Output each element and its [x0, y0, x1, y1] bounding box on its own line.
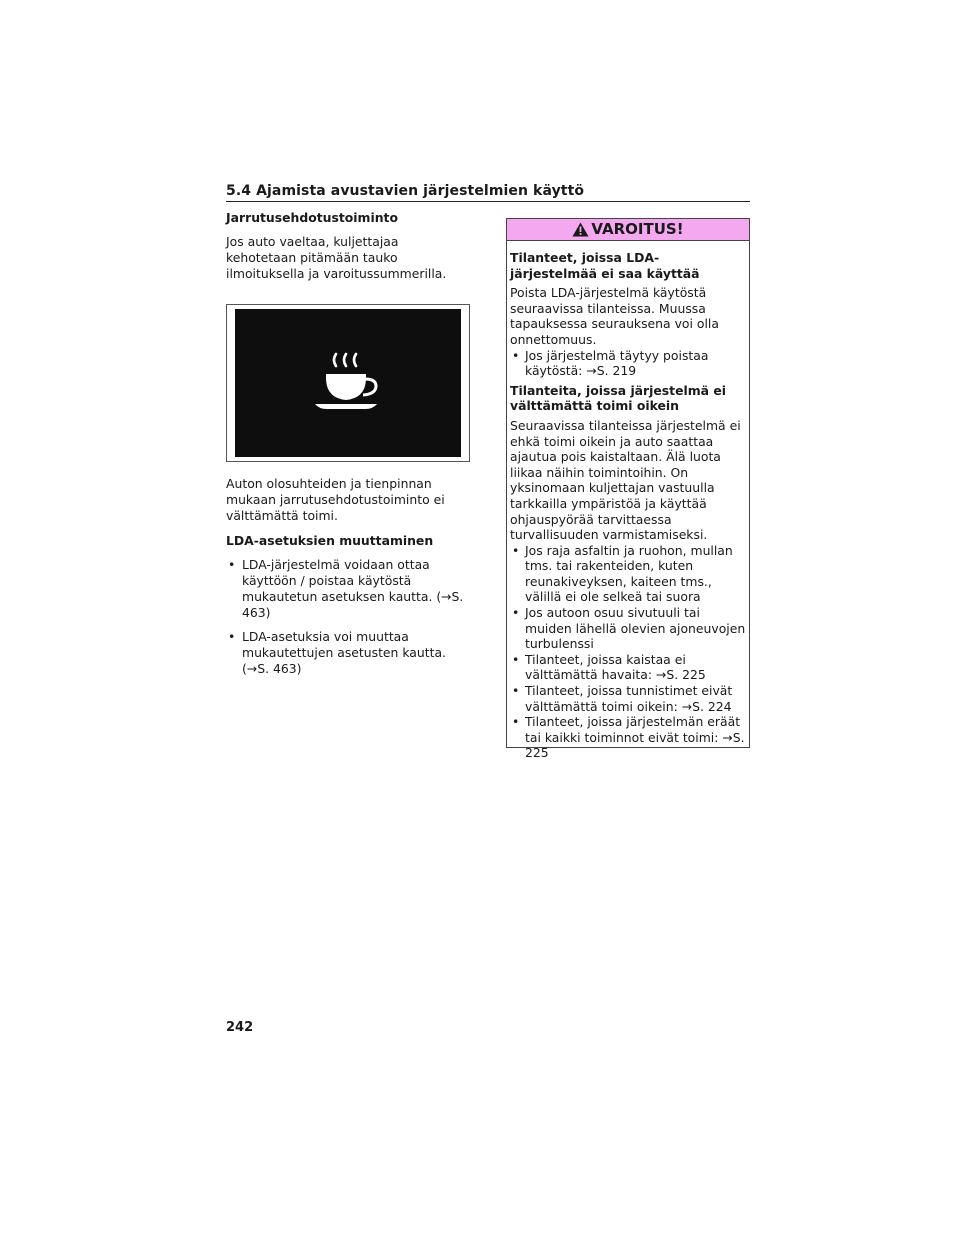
- left-column: [226, 210, 472, 685]
- brake-suggestion-heading: Jarrutusehdotustoiminto: [226, 210, 398, 225]
- list-item: • Jos autoon osuu sivutuuli tai muiden lähellä olevien ajoneuvojen turbulenssi: [512, 605, 746, 652]
- brake-suggestion-intro: Jos auto vaeltaa, kuljettajaa kehotetaan pitämään tauko ilmoituksella ja varoitussummerilla.: [226, 234, 447, 281]
- list-item: • LDA-järjestelmä voidaan ottaa käyttöön / poistaa käytöstä mukautetun asetuksen kautta. (→S. 463): [228, 557, 464, 620]
- warning-title: VAROITUS!: [591, 219, 684, 238]
- warning-triangle-icon: [572, 222, 589, 237]
- warning-list-1: [510, 348, 746, 379]
- bullet-icon: •: [512, 347, 520, 363]
- list-item: • Jos järjestelmä täytyy poistaa käytöstä: →S. 219: [512, 347, 709, 379]
- warning-box: [506, 218, 750, 761]
- warning-title-bar: [507, 219, 749, 241]
- coffee-cup-icon: [308, 348, 388, 418]
- warning-body: [507, 241, 749, 761]
- warning-text-2: Seuraavissa tilanteissa järjestelmä ei ehkä toimi oikein ja auto saattaa ajautua pois kaistaltaan. Älä luota liikaa näihin toimintoihin. On yksinomaan kuljettajan vastuulla tarkkailla ympäristöä ja käyttää ohjauspyörää tarvittaessa turvallisuuden varmistamiseksi.: [510, 417, 741, 543]
- list-item: • Tilanteet, joissa järjestelmän eräät tai kaikki toiminnot eivät toimi: →S. 225: [512, 714, 745, 761]
- bullet-icon: •: [228, 629, 236, 644]
- bullet-icon: •: [512, 714, 520, 730]
- warning-subheading-1: Tilanteet, joissa LDA-järjestelmää ei saa käyttää: [510, 250, 700, 281]
- after-figure-text: Auton olosuhteiden ja tienpinnan mukaan jarrutusehdotustoiminto ei välttämättä toimi.: [226, 476, 445, 523]
- figure-frame: [226, 304, 470, 462]
- bullet-icon: •: [512, 605, 520, 621]
- warning-text-1: Poista LDA-järjestelmä käytöstä seuraavissa tilanteissa. Muussa tapauksessa seurauksena voi olla onnettomuus.: [510, 285, 719, 347]
- bullet-icon: •: [512, 651, 520, 667]
- warning-list-2: [510, 543, 746, 761]
- list-item: • Tilanteet, joissa kaistaa ei välttämättä havaita: →S. 225: [512, 651, 706, 683]
- warning-subheading-2: Tilanteita, joissa järjestelmä ei välttämättä toimi oikein: [510, 382, 726, 414]
- lda-settings-list: [226, 557, 472, 677]
- bullet-icon: •: [512, 542, 520, 558]
- page-number: 242: [226, 1020, 254, 1035]
- bullet-icon: •: [512, 683, 520, 699]
- section-header: [226, 180, 750, 202]
- list-item: • Tilanteet, joissa tunnistimet eivät välttämättä toimi oikein: →S. 224: [512, 683, 733, 714]
- display-screen: [235, 309, 461, 457]
- section-title: 5.4 Ajamista avustavien järjestelmien käyttö: [226, 183, 585, 199]
- lda-settings-heading: LDA-asetuksien muuttaminen: [226, 533, 434, 548]
- list-item: • LDA-asetuksia voi muuttaa mukautettujen asetusten kautta. (→S. 463): [228, 629, 446, 676]
- list-item: • Jos raja asfaltin ja ruohon, mullan tms. tai rakenteiden, kuten reunakiveyksen, kaiteen tms., välillä ei ole selkeä tai suora: [512, 542, 733, 605]
- bullet-icon: •: [228, 557, 236, 572]
